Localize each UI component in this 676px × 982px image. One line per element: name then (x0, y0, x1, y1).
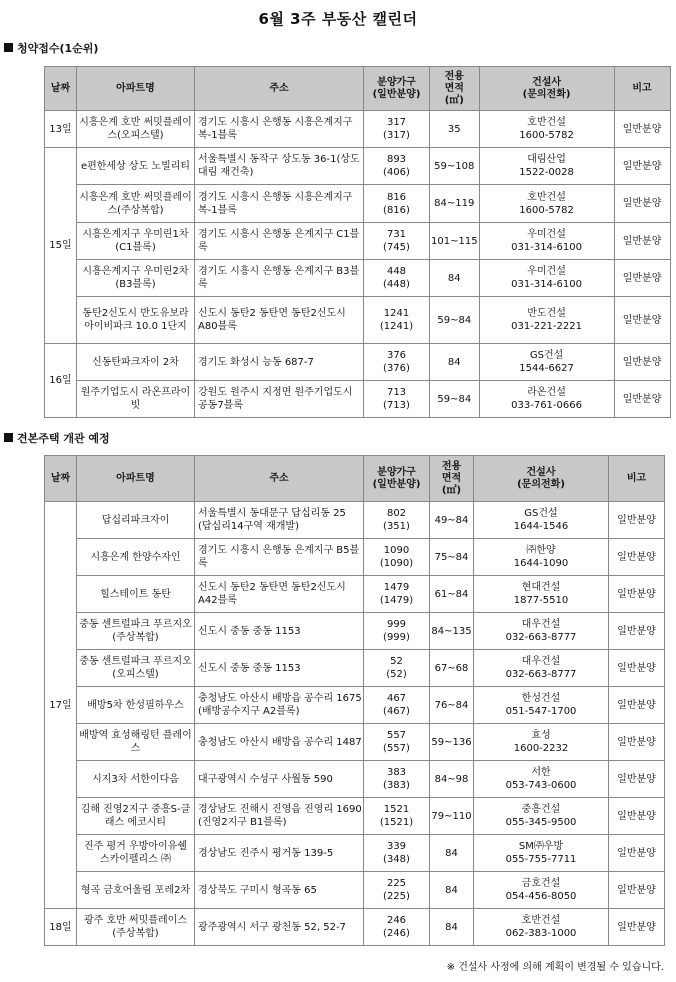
table-row (45, 539, 665, 576)
date-cell: 17일 (45, 502, 77, 909)
table-row (45, 148, 671, 185)
area-header-line1: 전용 (444, 70, 464, 82)
square-bullet-icon (4, 43, 13, 52)
col-header-builder (479, 67, 614, 111)
builder-phone: 053-743-0600 (505, 780, 577, 791)
total-units: 383 (386, 767, 407, 778)
total-units: 1241 (383, 308, 410, 319)
address-cell: 경기도 시흥시 은행동 시흥은계지구 복-1블록 (195, 111, 364, 148)
builder-cell (474, 724, 609, 761)
builder-phone: 1644-1546 (513, 521, 569, 532)
area-cell: 101~115 (430, 223, 480, 260)
total-units: 246 (386, 915, 407, 926)
apt-name-cell: 동탄2신도시 반도유보라아이비파크 10.0 1단지 (77, 297, 195, 344)
area-cell: 84~135 (430, 613, 474, 650)
area-header-line2: 면적 (441, 472, 462, 484)
builder-phone: 054-456-8050 (505, 891, 577, 902)
table-row (45, 223, 671, 260)
general-units: (246) (383, 928, 410, 939)
footnote: ※ 건설사 사정에 의해 계획이 변경될 수 있습니다. (446, 962, 664, 973)
address-cell: 신도시 동탄2 동탄면 동탄2신도시 A80블록 (195, 297, 364, 344)
builder-name: ㈜한양 (526, 545, 556, 556)
builder-cell (474, 613, 609, 650)
builder-name: 금호건설 (521, 878, 561, 889)
builder-cell (474, 761, 609, 798)
table-row (45, 297, 671, 344)
table-row (45, 502, 665, 539)
date-cell: 16일 (45, 344, 77, 418)
area-cell: 59~108 (430, 148, 480, 185)
note-cell: 일반분양 (609, 761, 665, 798)
builder-phone: 1877-5510 (513, 595, 569, 606)
address-cell: 서울특별시 동작구 상도동 36-1(상도대림 재건축) (195, 148, 364, 185)
total-units: 467 (386, 693, 407, 704)
area-header-line3: (㎡) (444, 94, 464, 106)
col-header-apt: 아파트명 (77, 456, 195, 502)
table-row (45, 344, 671, 381)
builder-phone: 055-345-9500 (505, 817, 577, 828)
apt-name-cell: 형곡 금호어울림 포레2차 (77, 872, 195, 909)
table-row (45, 381, 671, 418)
general-units: (348) (383, 854, 410, 865)
units-cell (364, 502, 430, 539)
apt-name-cell: 광주 호반 써밋플레이스 (주상복합) (77, 909, 195, 946)
units-cell (364, 539, 430, 576)
address-cell: 경기도 화성시 능동 687-7 (195, 344, 364, 381)
area-header-line2: 면적 (444, 82, 464, 94)
units-header-line2: (일반분양) (372, 88, 421, 100)
builder-cell (479, 111, 614, 148)
builder-cell (479, 148, 614, 185)
general-units: (225) (383, 891, 410, 902)
total-units: 1479 (383, 582, 410, 593)
total-units: 557 (386, 730, 407, 741)
address-cell: 경기도 시흥시 은행동 은계지구 B5블록 (195, 539, 364, 576)
general-units: (383) (383, 780, 410, 791)
note-cell: 일반분양 (609, 539, 665, 576)
builder-cell (474, 687, 609, 724)
builder-cell (479, 297, 614, 344)
area-cell: 59~136 (430, 724, 474, 761)
area-cell: 84 (430, 872, 474, 909)
apt-name-cell: 원주기업도시 라온프라이빗 (77, 381, 195, 418)
table-row (45, 761, 665, 798)
apt-name-cell: e편한세상 상도 노빌리티 (77, 148, 195, 185)
units-cell (364, 148, 430, 185)
table-row (45, 835, 665, 872)
col-header-note: 비고 (609, 456, 665, 502)
col-header-date: 날짜 (45, 67, 77, 111)
builder-phone: 032-663-8777 (505, 632, 577, 643)
col-header-units (364, 456, 430, 502)
units-cell (364, 872, 430, 909)
table-header-row (45, 67, 671, 111)
total-units: 816 (386, 191, 407, 203)
area-cell: 59~84 (430, 381, 480, 418)
address-cell: 경기도 시흥시 은행동 은계지구 C1블록 (195, 223, 364, 260)
address-cell: 경상북도 구미시 형곡동 65 (195, 872, 364, 909)
units-cell (364, 650, 430, 687)
apt-name-cell: 시지3차 서한이다음 (77, 761, 195, 798)
units-header-line1: 분양가구 (377, 466, 416, 478)
builder-name: 우미건설 (527, 266, 566, 277)
table-header-row (45, 456, 665, 502)
general-units: (999) (383, 632, 410, 643)
builder-name: 호반건설 (527, 191, 566, 203)
area-cell: 59~84 (430, 297, 480, 344)
total-units: 1521 (383, 804, 410, 815)
builder-name: 반도건설 (527, 308, 566, 319)
section-heading-subscription (4, 40, 98, 56)
builder-name: SM㈜우방 (518, 841, 564, 852)
builder-phone: 062-383-1000 (505, 928, 577, 939)
col-header-address: 주소 (195, 456, 364, 502)
address-cell: 대구광역시 수성구 사월동 590 (195, 761, 364, 798)
units-cell (364, 909, 430, 946)
builder-cell (479, 185, 614, 223)
builder-phone: 033-761-0666 (511, 400, 582, 411)
general-units: (317) (383, 130, 410, 141)
col-header-address: 주소 (195, 67, 364, 111)
note-cell: 일반분양 (609, 687, 665, 724)
table-row (45, 909, 665, 946)
note-cell: 일반분양 (609, 724, 665, 761)
apt-name-cell: 배방5차 한성필하우스 (77, 687, 195, 724)
address-cell: 서울특별시 동대문구 답십리동 25 (답십리14구역 재개발) (195, 502, 364, 539)
general-units: (557) (383, 743, 410, 754)
builder-name: GS건설 (524, 508, 558, 519)
builder-header-line2: (문의전화) (522, 88, 571, 100)
builder-phone: 1600-5782 (519, 204, 574, 216)
table-row (45, 687, 665, 724)
area-cell: 84~98 (430, 761, 474, 798)
total-units: 713 (386, 387, 407, 398)
builder-cell (474, 835, 609, 872)
builder-phone: 1522-0028 (519, 167, 574, 178)
table-row (45, 798, 665, 835)
general-units: (745) (383, 242, 410, 253)
builder-cell (474, 872, 609, 909)
apt-name-cell: 진주 평거 우방아이유쉘 스카이펠리스 ㈜ (77, 835, 195, 872)
general-units: (376) (383, 363, 410, 374)
address-cell: 신도시 중동 중동 1153 (195, 613, 364, 650)
builder-name: 대우건설 (521, 656, 561, 667)
note-cell: 일반분양 (609, 502, 665, 539)
note-cell: 일반분양 (614, 111, 670, 148)
builder-cell (474, 650, 609, 687)
units-cell (364, 260, 430, 297)
builder-phone: 032-663-8777 (505, 669, 577, 680)
builder-cell (479, 260, 614, 297)
units-cell (364, 185, 430, 223)
builder-cell (474, 502, 609, 539)
apt-name-cell: 배방역 효성해링턴 플레이스 (77, 724, 195, 761)
builder-name: 라온건설 (527, 387, 566, 398)
area-cell: 61~84 (430, 576, 474, 613)
general-units: (1241) (379, 321, 414, 332)
builder-phone: 1600-2232 (513, 743, 569, 754)
builder-header-line2: (문의전화) (517, 478, 565, 490)
builder-name: 중흥건설 (521, 804, 561, 815)
note-cell: 일반분양 (609, 613, 665, 650)
note-cell: 일반분양 (614, 148, 670, 185)
note-cell: 일반분양 (609, 872, 665, 909)
total-units: 731 (386, 229, 407, 240)
address-cell: 충청남도 아산시 배방읍 공수리 1487 (195, 724, 364, 761)
apt-name-cell: 중동 센트럴파크 푸르지오(주상복합) (77, 613, 195, 650)
area-header-line3: (㎡) (441, 484, 462, 496)
col-header-builder (474, 456, 609, 502)
builder-cell (474, 576, 609, 613)
note-cell: 일반분양 (614, 344, 670, 381)
address-cell: 경상남도 진주시 평거동 139-5 (195, 835, 364, 872)
total-units: 448 (386, 266, 407, 277)
area-cell: 84 (430, 835, 474, 872)
builder-cell (474, 909, 609, 946)
address-cell: 경기도 시흥시 은행동 은계지구 B3블록 (195, 260, 364, 297)
builder-cell (479, 223, 614, 260)
builder-header-line1: 건설사 (532, 76, 562, 88)
apt-name-cell: 답십리파크자이 (77, 502, 195, 539)
col-header-units (364, 67, 430, 111)
builder-phone: 1544-6627 (519, 363, 574, 374)
units-cell (364, 111, 430, 148)
col-header-date: 날짜 (45, 456, 77, 502)
note-cell: 일반분양 (614, 260, 670, 297)
total-units: 52 (390, 656, 403, 667)
section-heading-model-house (4, 430, 110, 446)
area-cell: 76~84 (430, 687, 474, 724)
builder-header-line1: 건설사 (526, 466, 556, 478)
area-cell: 79~110 (430, 798, 474, 835)
date-cell: 18일 (45, 909, 77, 946)
builder-name: 효성 (531, 730, 551, 741)
address-cell: 광주광역시 서구 광천동 52, 52-7 (195, 909, 364, 946)
total-units: 999 (386, 619, 407, 630)
page-title: 6월 3주 부동산 캘린더 (258, 10, 418, 28)
address-cell: 신도시 중동 중동 1153 (195, 650, 364, 687)
apt-name-cell: 시흥은계지구 우미린2차(B3블록) (77, 260, 195, 297)
units-cell (364, 724, 430, 761)
builder-cell (479, 381, 614, 418)
table-row (45, 185, 671, 223)
builder-name: 서한 (531, 767, 551, 778)
units-cell (364, 344, 430, 381)
general-units: (351) (383, 521, 410, 532)
note-cell: 일반분양 (609, 909, 665, 946)
note-cell: 일반분양 (609, 576, 665, 613)
builder-phone: 051-547-1700 (505, 706, 577, 717)
area-cell: 84 (430, 344, 480, 381)
square-bullet-icon (4, 433, 13, 442)
total-units: 317 (386, 117, 407, 128)
builder-phone: 031-314-6100 (511, 242, 582, 253)
units-cell (364, 613, 430, 650)
general-units: (406) (383, 167, 410, 178)
general-units: (816) (383, 204, 410, 216)
builder-phone: 1600-5782 (519, 130, 574, 141)
units-cell (364, 381, 430, 418)
col-header-area (430, 456, 474, 502)
area-cell: 75~84 (430, 539, 474, 576)
apt-name-cell: 시흥은계 한양수자인 (77, 539, 195, 576)
apt-name-cell: 시흥은계 호반 써밋플레이스(주상복합) (77, 185, 195, 223)
builder-name: 한성건설 (521, 693, 561, 704)
units-header-line2: (일반분양) (372, 478, 421, 490)
total-units: 225 (386, 878, 407, 889)
address-cell: 충청남도 아산시 배방읍 공수리 1675 (배방공수지구 A2블록) (195, 687, 364, 724)
address-cell: 경기도 시흥시 은행동 시흥은계지구 복-1블록 (195, 185, 364, 223)
table-row (45, 872, 665, 909)
total-units: 1090 (383, 545, 410, 556)
address-cell: 경상남도 진해시 진영읍 진영리 1690 (진영2지구 B1블록) (195, 798, 364, 835)
note-cell: 일반분양 (614, 223, 670, 260)
section-label: 견본주택 개관 예정 (17, 432, 110, 445)
builder-name: 호반건설 (527, 117, 566, 128)
table-row (45, 260, 671, 297)
builder-name: 대우건설 (521, 619, 561, 630)
area-cell: 84 (430, 909, 474, 946)
subscription-table (44, 66, 671, 418)
general-units: (1521) (379, 817, 414, 828)
area-cell: 67~68 (430, 650, 474, 687)
builder-phone: 1644-1090 (513, 558, 569, 569)
section-label: 청약접수(1순위) (17, 42, 99, 55)
total-units: 802 (386, 508, 407, 519)
general-units: (467) (383, 706, 410, 717)
address-cell: 신도시 동탄2 동탄면 동탄2신도시 A42블록 (195, 576, 364, 613)
note-cell: 일반분양 (609, 798, 665, 835)
builder-cell (479, 344, 614, 381)
total-units: 893 (386, 154, 407, 165)
apt-name-cell: 중동 센트럴파크 푸르지오(오피스텔) (77, 650, 195, 687)
table-row (45, 613, 665, 650)
builder-name: GS건설 (529, 350, 564, 361)
note-cell: 일반분양 (609, 650, 665, 687)
builder-name: 호반건설 (521, 915, 561, 926)
date-cell: 13일 (45, 111, 77, 148)
note-cell: 일반분양 (614, 381, 670, 418)
units-cell (364, 223, 430, 260)
apt-name-cell: 시흥은계지구 우미린1차(C1블록) (77, 223, 195, 260)
builder-name: 현대건설 (521, 582, 561, 593)
general-units: (448) (383, 279, 410, 290)
general-units: (1479) (379, 595, 414, 606)
area-cell: 49~84 (430, 502, 474, 539)
units-cell (364, 687, 430, 724)
note-cell: 일반분양 (614, 185, 670, 223)
apt-name-cell: 신동탄파크자이 2차 (77, 344, 195, 381)
total-units: 376 (386, 350, 407, 361)
apt-name-cell: 힐스테이트 동탄 (77, 576, 195, 613)
builder-phone: 031-314-6100 (511, 279, 582, 290)
address-cell: 강원도 원주시 지정면 원주기업도시 공동7블록 (195, 381, 364, 418)
units-cell (364, 576, 430, 613)
total-units: 339 (386, 841, 407, 852)
builder-name: 대림산업 (527, 154, 566, 165)
note-cell: 일반분양 (609, 835, 665, 872)
units-cell (364, 297, 430, 344)
table-row (45, 111, 671, 148)
note-cell: 일반분양 (614, 297, 670, 344)
general-units: (713) (383, 400, 410, 411)
table-row (45, 576, 665, 613)
builder-phone: 031-221-2221 (511, 321, 582, 332)
builder-phone: 055-755-7711 (505, 854, 577, 865)
date-cell: 15일 (45, 148, 77, 344)
general-units: (1090) (379, 558, 414, 569)
area-header-line1: 전용 (441, 460, 462, 472)
table-row (45, 650, 665, 687)
model-house-table (44, 455, 665, 946)
units-header-line1: 분양가구 (377, 76, 416, 88)
apt-name-cell: 시흥은계 호반 써밋플레이스(오피스텔) (77, 111, 195, 148)
builder-cell (474, 539, 609, 576)
col-header-note: 비고 (614, 67, 670, 111)
apt-name-cell: 김해 진영2지구 중흥S-클래스 에코시티 (77, 798, 195, 835)
units-cell (364, 835, 430, 872)
col-header-apt: 아파트명 (77, 67, 195, 111)
area-cell: 84 (430, 260, 480, 297)
units-cell (364, 761, 430, 798)
col-header-area (430, 67, 480, 111)
area-cell: 84~119 (430, 185, 480, 223)
builder-cell (474, 798, 609, 835)
builder-name: 우미건설 (527, 229, 566, 240)
units-cell (364, 798, 430, 835)
table-row (45, 724, 665, 761)
general-units: (52) (386, 669, 407, 680)
area-cell: 35 (430, 111, 480, 148)
